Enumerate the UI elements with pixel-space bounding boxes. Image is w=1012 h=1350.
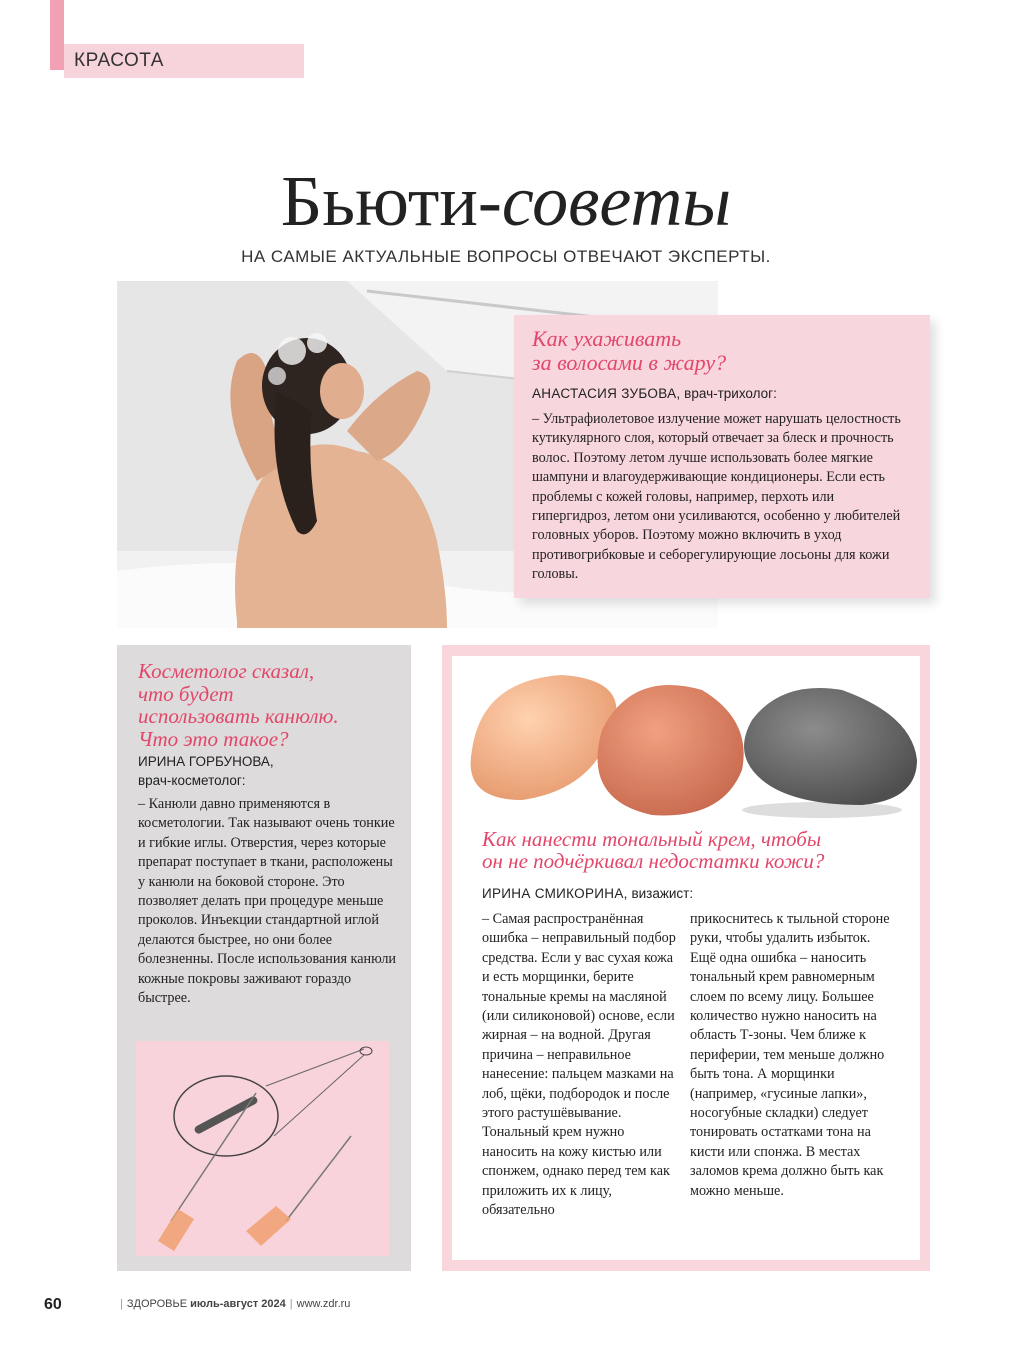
question-line: Что это такое? xyxy=(138,726,289,751)
question-line: что будет xyxy=(138,681,234,706)
article-foundation-text-col1: – Самая распространённая ошибка – неправильный подбор средства. Если у вас сухая кожа и есть морщинки, берите тональные кремы на масляной (или силиконовой) основе, если жирная – на водной. Другая причина – неправильное нанесение: пальцем мазками на лоб, щёки, подбородок и после этого растушёвывание. Тональный крем нужно наносить на кожу кистью или спонжем, однако перед тем как приложить их к лицу, обязательно xyxy=(482,911,676,1219)
makeup-sponges-image xyxy=(462,660,922,830)
question-line: он не подчёркивал недостатки кожи? xyxy=(482,849,825,873)
cannula-needle-image xyxy=(136,1041,389,1256)
article-cannula-question xyxy=(138,660,408,750)
author-name: ИРИНА ГОРБУНОВА, xyxy=(138,754,274,769)
article-cannula-author xyxy=(138,752,274,790)
article-cannula-text: – Канюли давно применяются в косметологии. Так называют очень тонкие и гибкие иглы. Отверстия, через которые препарат поступает в ткани, расположены у канюли на боковой стороне. Это позволяет делать при процедуре меньше проколов. Инъекции стандартной иглой делаются быстрее, но они более болезненны. После использования канюли кожные покровы заживают гораздо быстрее. xyxy=(138,796,396,1007)
footer-info xyxy=(116,1298,350,1310)
footer-separator: | xyxy=(120,1298,123,1310)
title-main: Бьюти- xyxy=(280,161,502,241)
title-italic: советы xyxy=(501,161,732,241)
question-line: за волосами в жару? xyxy=(532,350,727,375)
article-foundation-text-col2: прикоснитесь к тыльной стороне руки, чтобы удалить избыток. Ещё одна ошибка – наносить тональный крем равномерным слоем по всему лицу. Большее количество нужно наносить на область Т-зоны. Чем ближе к периферии, тем меньше должно быть тона. А морщинки (например, «гусиные лапки», носогубные складки) следует тонировать остатками тона на кисти или спонжа. В местах заломов крема должно быть как можно меньше. xyxy=(690,911,890,1199)
article-foundation-question xyxy=(482,828,902,872)
section-tab-marker xyxy=(50,0,64,70)
website-link[interactable]: www.zdr.ru xyxy=(296,1298,351,1310)
article-foundation-author xyxy=(482,886,693,901)
author-role: врач-косметолог: xyxy=(138,773,246,788)
footer-separator: | xyxy=(289,1298,293,1310)
section-label: КРАСОТА xyxy=(74,50,164,71)
magazine-name: ЗДОРОВЬЕ xyxy=(126,1298,188,1310)
article-hair-care-text: – Ультрафиолетовое излучение может нарушать целостность кутикулярного слоя, который отвечает за блеск и прочность волос. Поэтому летом лучше использовать более мягкие шампуни и влагоудерживающие кондиционеры. Если есть проблемы с кожей головы, например, перхоть или гипергидроз, летом они усиливаются, особенно у любителей головных уборов. Поэтому можно включить в уход противогрибковые и себорегулирующие лосьоны для кожи головы. xyxy=(532,411,901,583)
author-name: АНАСТАСИЯ ЗУБОВА, xyxy=(532,386,681,401)
author-name: ИРИНА СМИКОРИНА, xyxy=(482,886,628,901)
page-title xyxy=(0,161,1012,241)
issue-date: июль-август 2024 xyxy=(190,1298,286,1310)
page-number: 60 xyxy=(44,1296,62,1313)
question-line: Косметолог сказал, xyxy=(138,659,315,683)
question-line: Как нанести тональный крем, чтобы xyxy=(482,827,822,851)
article-hair-care-author xyxy=(532,386,777,401)
question-line: использовать канюлю. xyxy=(138,704,339,728)
author-role: врач-трихолог: xyxy=(680,386,777,401)
question-line: Как ухаживать xyxy=(532,326,682,351)
page-subtitle: НА САМЫЕ АКТУАЛЬНЫЕ ВОПРОСЫ ОТВЕЧАЮТ ЭКСПЕРТЫ. xyxy=(241,247,771,266)
article-hair-care-question xyxy=(532,327,912,375)
author-role: визажист: xyxy=(627,886,694,901)
